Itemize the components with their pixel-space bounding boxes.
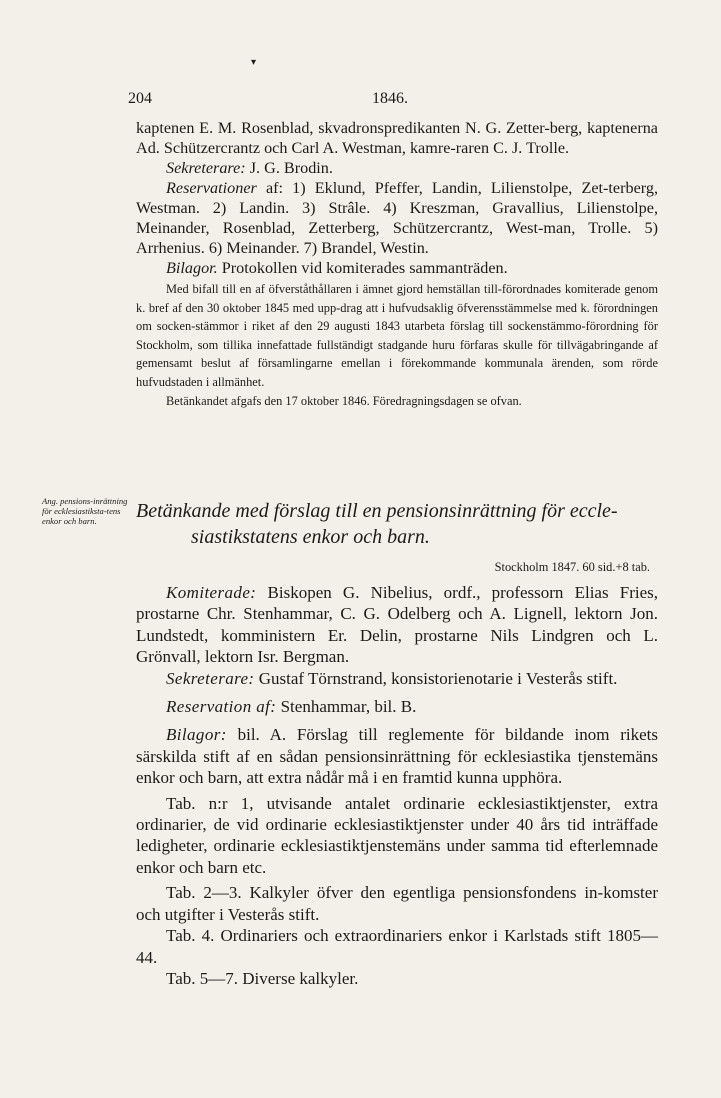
reservations-line [136, 178, 658, 258]
page-number: 204 [128, 90, 152, 107]
main-section [136, 498, 658, 989]
title-line-1: Betänkande med förslag till en pensionsinrättning för eccle- [136, 500, 618, 522]
secretary-text-2: Gustaf Törnstrand, konsistorienotarie i Vesterås stift. [258, 668, 618, 688]
attachments-text-2: bil. A. Förslag till reglemente för bildande inom rikets särskilda stift af en sådan pensionsinrättning för ecklesiastika tjenstemäns enkor och barn, att extra nådår må i en framtid kunna upphöra. [136, 725, 659, 788]
secretary-line-2 [136, 668, 658, 689]
page-header [0, 90, 721, 110]
secretary-label: Sekreterare: [166, 159, 246, 177]
table-4-desc: Tab. 4. Ordinariers och extraordinariers enkor i Karlstads stift 1805—44. [136, 926, 658, 967]
report-date: Betänkandet afgafs den 17 oktober 1846. Föredragningsdagen se ofvan. [166, 393, 522, 408]
committee-label: Komiterade: [166, 583, 257, 602]
report-title [136, 498, 658, 550]
reservation-text: Stenhammar, bil. B. [280, 697, 417, 717]
summary-paragraph: Med bifall till en af öfverståthållaren i ämnet gjord hemställan till-förordnades komiterade genom k. bref af den 30 oktober 1845 med upp-drag att i hufvudsaklig öfverensstämmelse med k. förordningen om socken-stämmor i riket af den 29 augusti 1843 utarbeta förslag till sockenstämmo-förordning för Stockholm, som tillika innefattade fullständigt stadgande huru förfaras skulle för tillvägabringande af gemensamt beslut af församlingarne emellan i förekommande kommunala ärenden, som rörde hufvudstaden i allmänhet. [136, 282, 658, 389]
attachments-label: Bilagor. [166, 259, 218, 277]
table-5-7-desc: Tab. 5—7. Diverse kalkyler. [166, 968, 359, 988]
reservations-text: af: 1) Eklund, Pfeffer, Landin, Lilienstolpe, Zet-terberg, Westman. 2) Landin. 3) Strâle. 4) Kreszman, Gravallius, Lilienstolpe, Meinander, Rosenblad, Zetterberg, Schützercrantz, West-man, Trolle. 5) Arrhenius. 6) Meinander. 7) Brandel, Westin. [136, 179, 658, 257]
attachments-label-2: Bilagor: [166, 725, 227, 745]
margin-note: Ang. pensions-inrättning för ecklesiastiksta-tens enkor och barn. [42, 496, 128, 527]
secretary-label-2: Sekreterare: [166, 668, 255, 688]
reservation-line [136, 696, 658, 717]
secretary-line [136, 158, 658, 178]
committee-text: Biskopen G. Nibelius, ordf., professorn Elias Fries, prostarne Chr. Stenhammar, C. G. Odelberg och A. Lignell, lektorn Jon. Lundstedt, komministern Er. Delin, prostarne Nils Lindgren och L. Grönvall, lektorn Isr. Bergman. [136, 583, 659, 667]
table-1-desc: Tab. n:r 1, utvisande antalet ordinarie ecklesiastiktjenster, extra ordinarier, de vid ordinarie ecklesiastiktjenster under 40 års tid inträffade ledigheter, ordinarie ecklesiastiktjenstemäns under samma tid efterlemnade enkor och barn etc. [136, 793, 658, 877]
title-line-2: siastikstatens enkor och barn. [191, 526, 430, 548]
attachments-line-2 [136, 724, 658, 788]
reservations-label: Reservationer [166, 179, 257, 197]
attachments-line [136, 258, 658, 278]
publication-info: Stockholm 1847. 60 sid.+8 tab. [494, 560, 650, 574]
top-section [136, 118, 658, 410]
reservation-label: Reservation af: [166, 697, 277, 717]
attachments-text: Protokollen vid komiterades sammanträden. [221, 259, 508, 277]
table-2-3-desc: Tab. 2—3. Kalkyler öfver den egentliga pensionsfondens in-komster och utgifter i Vesterås stift. [136, 883, 658, 924]
running-year: 1846. [372, 90, 408, 107]
committee-line [136, 582, 658, 668]
committee-members-continued: kaptenen E. M. Rosenblad, skvadronspredikanten N. G. Zetter-berg, kaptenerna Ad. Schützercrantz och Carl A. Westman, kamre-raren C. J. Trolle. [136, 119, 658, 157]
ink-mark: ▾ [251, 57, 257, 68]
secretary-name: J. G. Brodin. [249, 159, 333, 177]
